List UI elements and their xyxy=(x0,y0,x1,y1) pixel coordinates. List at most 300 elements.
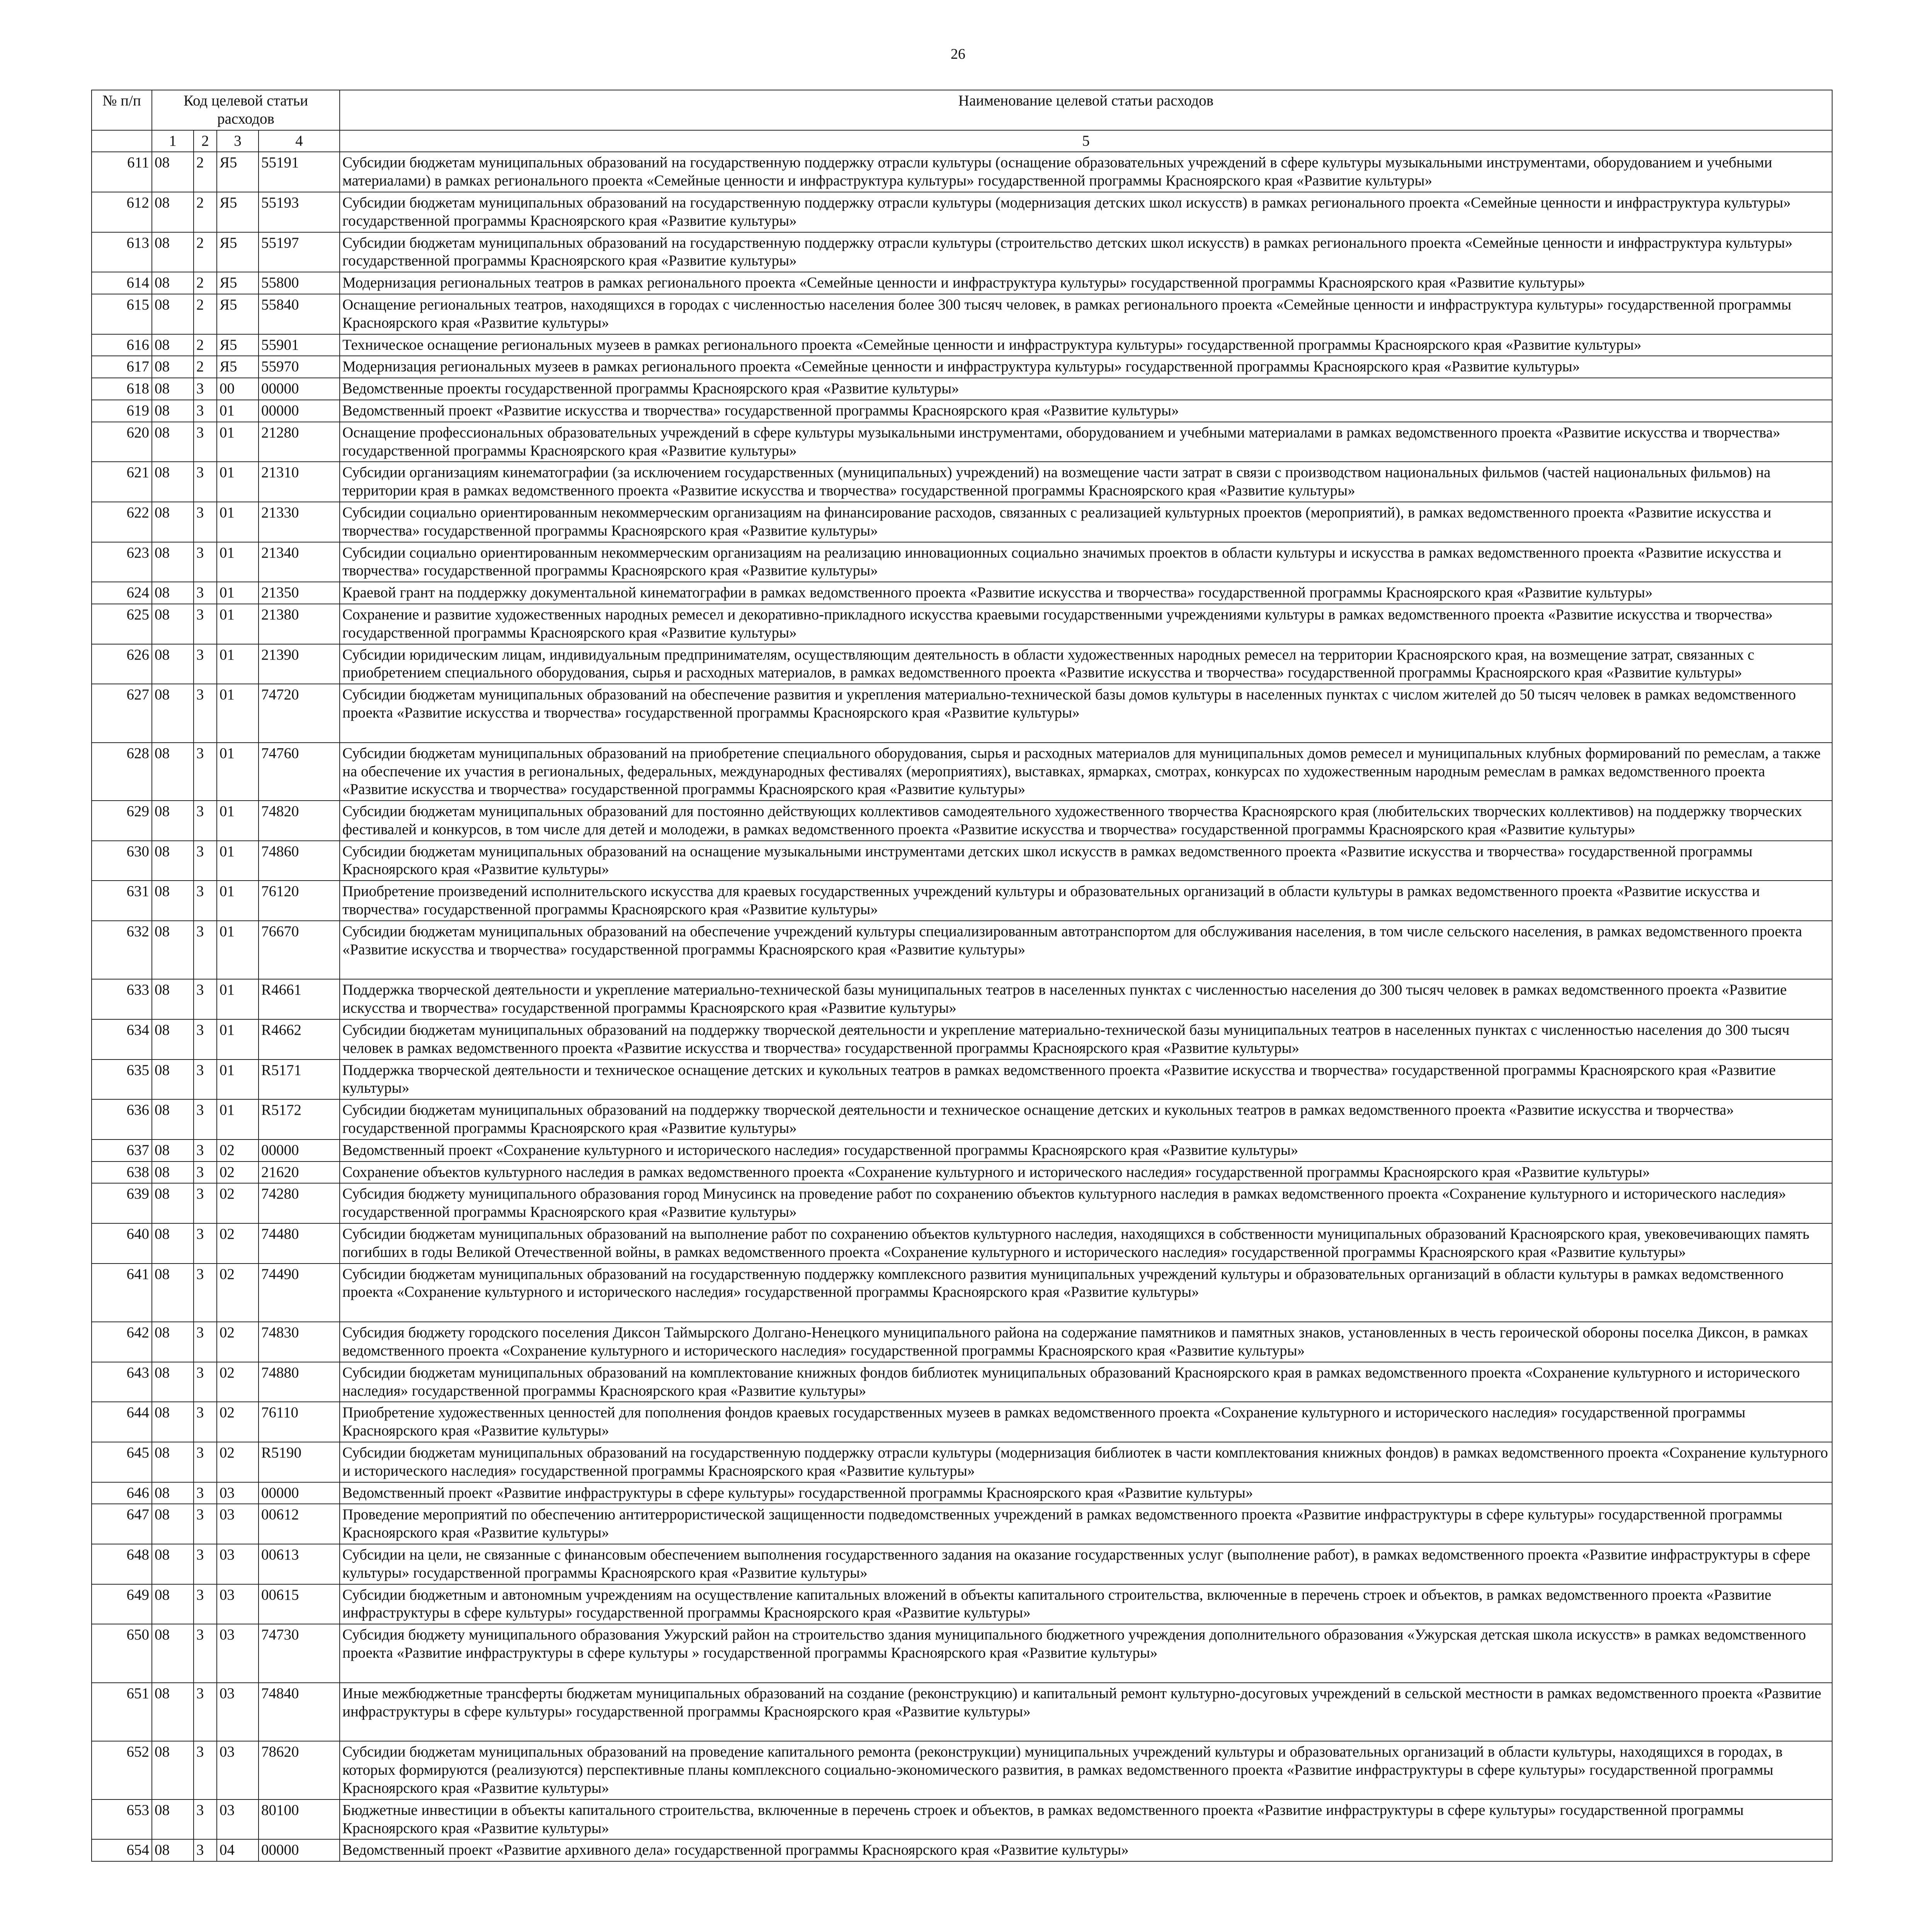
code-part-2: 3 xyxy=(194,1060,217,1100)
row-number: 633 xyxy=(92,979,152,1019)
code-part-2: 3 xyxy=(194,1683,217,1742)
code-part-4: 74820 xyxy=(259,801,340,841)
header-row xyxy=(92,90,1832,130)
code-part-3: 01 xyxy=(217,542,259,582)
row-description: Оснащение региональных театров, находящихся в городах с численностью населения более 300 тысяч человек, в рамках регионального проекта «Семейные ценности и инфраструктура культуры» государственной программы Красноярского края «Развитие культуры» xyxy=(340,294,1832,334)
table-row xyxy=(92,1099,1832,1139)
row-number: 635 xyxy=(92,1060,152,1100)
code-part-2: 2 xyxy=(194,152,217,192)
row-number: 620 xyxy=(92,422,152,462)
code-part-4: 78620 xyxy=(259,1741,340,1799)
row-description: Приобретение произведений исполнительского искусства для краевых государственных учреждений культуры и образовательных организаций в области культуры в рамках ведомственного проекта «Развитие искусства и творчества» государственной программы Красноярского края «Развитие культуры» xyxy=(340,881,1832,921)
row-number: 649 xyxy=(92,1584,152,1624)
row-description: Ведомственные проекты государственной программы Красноярского края «Развитие культуры» xyxy=(340,378,1832,400)
row-number: 640 xyxy=(92,1223,152,1264)
code-part-1: 08 xyxy=(152,422,194,462)
row-description: Субсидии социально ориентированным некоммерческим организациям на реализацию инновационных социально значимых проектов в области культуры и искусства в рамках ведомственного проекта «Развитие искусства и творчества» государственной программы Красноярского края «Развитие культуры» xyxy=(340,542,1832,582)
row-description: Субсидия бюджету городского поселения Диксон Таймырского Долгано-Ненецкого муниципального района на содержание памятников и памятных знаков, установленных в честь героической обороны поселка Диксон, в рамках ведомственного проекта «Сохранение культурного и исторического наследия» государственной программы Красноярского края «Развитие культуры» xyxy=(340,1322,1832,1362)
code-part-3: 02 xyxy=(217,1322,259,1362)
table-row xyxy=(92,1019,1832,1060)
row-number: 652 xyxy=(92,1741,152,1799)
code-part-1: 08 xyxy=(152,921,194,980)
code-part-3: Я5 xyxy=(217,334,259,356)
code-part-1: 08 xyxy=(152,1584,194,1624)
row-description: Ведомственный проект «Сохранение культурного и исторического наследия» государственной программы Красноярского края «Развитие культуры» xyxy=(340,1139,1832,1162)
row-description: Техническое оснащение региональных музеев в рамках регионального проекта «Семейные ценности и инфраструктура культуры» государственной программы Красноярского края «Развитие культуры» xyxy=(340,334,1832,356)
code-part-3: 01 xyxy=(217,921,259,980)
code-part-3: 01 xyxy=(217,743,259,801)
row-description: Субсидии бюджетам муниципальных образований на оснащение музыкальными инструментами детских школ искусств в рамках ведомственного проекта «Развитие искусства и творчества» государственной программы Красноярского края «Развитие культуры» xyxy=(340,841,1832,881)
table-row xyxy=(92,1162,1832,1184)
row-description: Поддержка творческой деятельности и техническое оснащение детских и кукольных театров в рамках ведомственного проекта «Развитие искусства и творчества» государственной программы Красноярского края «Развитие культуры» xyxy=(340,1060,1832,1100)
code-part-3: 01 xyxy=(217,462,259,502)
code-part-1: 08 xyxy=(152,1223,194,1264)
row-description: Субсидии бюджетам муниципальных образований на государственную поддержку отрасли культуры (модернизация библиотек в части комплектования книжных фондов) в рамках ведомственного проекта «Сохранение культурного и исторического наследия» государственной программы Красноярского края «Развитие культуры» xyxy=(340,1442,1832,1482)
code-part-4: 76670 xyxy=(259,921,340,980)
code-part-2: 3 xyxy=(194,1322,217,1362)
table-row xyxy=(92,582,1832,604)
code-part-4: 55901 xyxy=(259,334,340,356)
code-part-1: 08 xyxy=(152,743,194,801)
code-part-3: 02 xyxy=(217,1264,259,1322)
code-part-3: Я5 xyxy=(217,152,259,192)
row-number: 613 xyxy=(92,232,152,272)
row-number: 614 xyxy=(92,272,152,294)
row-number: 638 xyxy=(92,1162,152,1184)
table-row xyxy=(92,1799,1832,1840)
code-part-4: R4662 xyxy=(259,1019,340,1060)
row-number: 632 xyxy=(92,921,152,980)
code-part-2: 3 xyxy=(194,1402,217,1442)
header-code: Код целевой статьи расходов xyxy=(152,90,340,130)
row-description: Субсидии бюджетам муниципальных образований на государственную поддержку отрасли культуры (оснащение образовательных учреждений в сфере культуры музыкальными инструментами, оборудованием и учебными материалами) в рамках регионального проекта «Семейные ценности и инфраструктура культуры» государственной программы Красноярского края «Развитие культуры» xyxy=(340,152,1832,192)
code-part-3: 03 xyxy=(217,1683,259,1742)
table-row xyxy=(92,644,1832,684)
row-description: Субсидии бюджетам муниципальных образований на государственную поддержку комплексного развития муниципальных учреждений культуры и образовательных организаций в области культуры в рамках ведомственного проекта «Сохранение культурного и исторического наследия» государственной программы Красноярского края «Развитие культуры» xyxy=(340,1264,1832,1322)
code-part-2: 3 xyxy=(194,1482,217,1504)
table-row xyxy=(92,1683,1832,1742)
code-part-3: 01 xyxy=(217,841,259,881)
table-row xyxy=(92,1442,1832,1482)
row-number: 622 xyxy=(92,502,152,542)
code-part-3: 02 xyxy=(217,1223,259,1264)
table-row xyxy=(92,1362,1832,1402)
code-part-4: 55800 xyxy=(259,272,340,294)
row-description: Поддержка творческой деятельности и укрепление материально-технической базы муниципальных театров в населенных пунктах с численностью населения до 300 тысяч человек в рамках ведомственного проекта «Развитие искусства и творчества» государственной программы Красноярского края «Развитие культуры» xyxy=(340,979,1832,1019)
code-part-4: 21620 xyxy=(259,1162,340,1184)
row-number: 626 xyxy=(92,644,152,684)
code-part-4: 55197 xyxy=(259,232,340,272)
table-row xyxy=(92,921,1832,980)
budget-table xyxy=(91,90,1833,1862)
row-description: Субсидии бюджетам муниципальных образований на приобретение специального оборудования, сырья и расходных материалов для муниципальных домов ремесел и муниципальных клубных формирований по ремеслам, а также на обеспечение их участия в региональных, федеральных, международных фестивалях (мероприятиях), выставках, ярмарках, смотрах, конкурсах по художественным народным ремеслам в рамках ведомственного проекта «Развитие искусства и творчества» государственной программы Красноярского края «Развитие культуры» xyxy=(340,743,1832,801)
code-part-2: 3 xyxy=(194,1264,217,1322)
row-description: Ведомственный проект «Развитие архивного дела» государственной программы Красноярского края «Развитие культуры» xyxy=(340,1839,1832,1861)
table-row xyxy=(92,422,1832,462)
code-part-4: R5172 xyxy=(259,1099,340,1139)
code-part-2: 3 xyxy=(194,1223,217,1264)
row-number: 627 xyxy=(92,684,152,743)
col-number-2: 2 xyxy=(194,130,217,152)
code-part-4: 74760 xyxy=(259,743,340,801)
code-part-4: 55840 xyxy=(259,294,340,334)
code-part-3: 01 xyxy=(217,582,259,604)
col-number-1: 1 xyxy=(152,130,194,152)
code-part-4: 74860 xyxy=(259,841,340,881)
code-part-2: 2 xyxy=(194,356,217,378)
row-number: 621 xyxy=(92,462,152,502)
code-part-1: 08 xyxy=(152,294,194,334)
table-row xyxy=(92,1223,1832,1264)
row-description: Субсидии бюджетам муниципальных образований на государственную поддержку отрасли культуры (модернизация детских школ искусств) в рамках регионального проекта «Семейные ценности и инфраструктура культуры» государственной программы Красноярского края «Развитие культуры» xyxy=(340,192,1832,232)
row-number: 653 xyxy=(92,1799,152,1840)
code-part-3: 01 xyxy=(217,801,259,841)
code-part-2: 3 xyxy=(194,400,217,422)
code-part-3: 03 xyxy=(217,1624,259,1683)
code-part-1: 08 xyxy=(152,152,194,192)
code-part-4: 74480 xyxy=(259,1223,340,1264)
code-part-2: 2 xyxy=(194,232,217,272)
row-number: 623 xyxy=(92,542,152,582)
code-part-2: 2 xyxy=(194,294,217,334)
code-part-2: 3 xyxy=(194,979,217,1019)
code-part-1: 08 xyxy=(152,1402,194,1442)
code-part-1: 08 xyxy=(152,192,194,232)
code-part-3: 01 xyxy=(217,684,259,743)
code-part-2: 3 xyxy=(194,1741,217,1799)
table-row xyxy=(92,1183,1832,1223)
code-part-3: 00 xyxy=(217,378,259,400)
code-part-4: 00000 xyxy=(259,1482,340,1504)
table-row xyxy=(92,356,1832,378)
code-part-4: 55970 xyxy=(259,356,340,378)
code-part-3: 01 xyxy=(217,979,259,1019)
row-description: Субсидия бюджету муниципального образования город Минусинск на проведение работ по сохранению объектов культурного наследия в рамках ведомственного проекта «Сохранение культурного и исторического наследия» государственной программы Красноярского края «Развитие культуры» xyxy=(340,1183,1832,1223)
row-description: Субсидии юридическим лицам, индивидуальным предпринимателям, осуществляющим деятельность в области художественных народных ремесел на территории Красноярского края, на возмещение затрат, связанных с приобретением специального оборудования, сырья и расходных материалов, в рамках ведомственного проекта «Развитие искусства и творчества» государственной программы Красноярского края «Развитие культуры» xyxy=(340,644,1832,684)
code-part-3: 02 xyxy=(217,1162,259,1184)
row-description: Субсидии бюджетам муниципальных образований на государственную поддержку отрасли культуры (строительство детских школ искусств) в рамках регионального проекта «Семейные ценности и инфраструктура культуры» государственной программы Красноярского края «Развитие культуры» xyxy=(340,232,1832,272)
code-part-2: 3 xyxy=(194,881,217,921)
table-row xyxy=(92,1504,1832,1544)
code-part-2: 3 xyxy=(194,841,217,881)
code-part-1: 08 xyxy=(152,1162,194,1184)
code-part-2: 3 xyxy=(194,502,217,542)
code-part-4: 21390 xyxy=(259,644,340,684)
code-part-3: 01 xyxy=(217,881,259,921)
table-row xyxy=(92,1584,1832,1624)
code-part-4: 74280 xyxy=(259,1183,340,1223)
code-part-2: 3 xyxy=(194,684,217,743)
row-number: 642 xyxy=(92,1322,152,1362)
code-part-2: 3 xyxy=(194,1139,217,1162)
code-part-4: 21350 xyxy=(259,582,340,604)
row-description: Субсидии бюджетам муниципальных образований на проведение капитального ремонта (реконструкции) муниципальных учреждений культуры и образовательных организаций в области культуры, находящихся в городах, в которых формируются (реализуются) перспективные планы комплексного социально-экономического развития, в рамках ведомственного проекта «Развитие инфраструктуры в сфере культуры» государственной программы Красноярского края «Развитие культуры» xyxy=(340,1741,1832,1799)
code-part-3: 01 xyxy=(217,422,259,462)
code-part-1: 08 xyxy=(152,604,194,644)
code-part-2: 3 xyxy=(194,1183,217,1223)
row-description: Субсидии организациям кинематографии (за исключением государственных (муниципальных) учреждений) на возмещение части затрат в связи с производством национальных фильмов (частей национальных фильмов) на территории края в рамках ведомственного проекта «Развитие искусства и творчества» государственной программы Красноярского края «Развитие культуры» xyxy=(340,462,1832,502)
table-row xyxy=(92,1322,1832,1362)
code-part-2: 3 xyxy=(194,1504,217,1544)
code-part-1: 08 xyxy=(152,1019,194,1060)
header-no: № п/п xyxy=(92,90,152,130)
code-part-3: Я5 xyxy=(217,294,259,334)
code-part-1: 08 xyxy=(152,1683,194,1742)
code-part-2: 3 xyxy=(194,1624,217,1683)
code-part-3: 03 xyxy=(217,1584,259,1624)
table-row xyxy=(92,378,1832,400)
code-part-4: 74830 xyxy=(259,1322,340,1362)
code-part-1: 08 xyxy=(152,462,194,502)
code-part-3: 04 xyxy=(217,1839,259,1861)
row-number: 619 xyxy=(92,400,152,422)
table-row xyxy=(92,152,1832,192)
code-part-4: 00615 xyxy=(259,1584,340,1624)
row-description: Субсидии бюджетам муниципальных образований для постоянно действующих коллективов самодеятельного художественного творчества Красноярского края (любительских творческих коллективов) на поддержку творческих фестивалей и конкурсов, в том числе для детей и молодежи, в рамках ведомственного проекта «Развитие искусства и творчества» государственной программы Красноярского края «Развитие культуры» xyxy=(340,801,1832,841)
code-part-1: 08 xyxy=(152,881,194,921)
row-description: Субсидии бюджетам муниципальных образований на поддержку творческой деятельности и укрепление материально-технической базы муниципальных театров в населенных пунктах с численностью населения до 300 тысяч человек в рамках ведомственного проекта «Развитие искусства и творчества» государственной программы Красноярского края «Развитие культуры» xyxy=(340,1019,1832,1060)
code-part-2: 3 xyxy=(194,1799,217,1840)
code-part-2: 2 xyxy=(194,192,217,232)
table-row xyxy=(92,400,1832,422)
row-number: 641 xyxy=(92,1264,152,1322)
code-part-2: 3 xyxy=(194,378,217,400)
code-part-3: 03 xyxy=(217,1544,259,1584)
table-row xyxy=(92,841,1832,881)
code-part-1: 08 xyxy=(152,272,194,294)
table-row xyxy=(92,604,1832,644)
row-number: 630 xyxy=(92,841,152,881)
code-part-2: 3 xyxy=(194,801,217,841)
row-number: 615 xyxy=(92,294,152,334)
row-description: Ведомственный проект «Развитие инфраструктуры в сфере культуры» государственной программы Красноярского края «Развитие культуры» xyxy=(340,1482,1832,1504)
code-part-3: Я5 xyxy=(217,232,259,272)
row-number: 639 xyxy=(92,1183,152,1223)
row-number: 628 xyxy=(92,743,152,801)
code-part-1: 08 xyxy=(152,1624,194,1683)
code-part-4: 74490 xyxy=(259,1264,340,1322)
row-number: 636 xyxy=(92,1099,152,1139)
table-row xyxy=(92,881,1832,921)
table-row xyxy=(92,1624,1832,1683)
code-part-1: 08 xyxy=(152,232,194,272)
code-part-3: 03 xyxy=(217,1799,259,1840)
code-part-4: 21280 xyxy=(259,422,340,462)
row-description: Субсидии бюджетам муниципальных образований на поддержку творческой деятельности и техническое оснащение детских и кукольных театров в рамках ведомственного проекта «Развитие искусства и творчества» государственной программы Красноярского края «Развитие культуры» xyxy=(340,1099,1832,1139)
code-part-4: 00000 xyxy=(259,378,340,400)
code-part-4: 55193 xyxy=(259,192,340,232)
code-part-2: 3 xyxy=(194,1362,217,1402)
code-part-1: 08 xyxy=(152,1264,194,1322)
code-part-4: 00613 xyxy=(259,1544,340,1584)
code-part-3: 02 xyxy=(217,1442,259,1482)
row-number: 643 xyxy=(92,1362,152,1402)
table-row xyxy=(92,294,1832,334)
table-row xyxy=(92,1839,1832,1861)
code-part-1: 08 xyxy=(152,1741,194,1799)
code-part-3: Я5 xyxy=(217,192,259,232)
code-part-2: 3 xyxy=(194,644,217,684)
code-part-3: 03 xyxy=(217,1504,259,1544)
table-row xyxy=(92,192,1832,232)
code-part-1: 08 xyxy=(152,1482,194,1504)
header-name: Наименование целевой статьи расходов xyxy=(340,90,1832,130)
code-part-3: 01 xyxy=(217,1060,259,1100)
column-number-row xyxy=(92,130,1832,152)
table-row xyxy=(92,1741,1832,1799)
code-part-4: 21340 xyxy=(259,542,340,582)
table-row xyxy=(92,1060,1832,1100)
code-part-4: 80100 xyxy=(259,1799,340,1840)
code-part-1: 08 xyxy=(152,378,194,400)
code-part-1: 08 xyxy=(152,979,194,1019)
row-number: 637 xyxy=(92,1139,152,1162)
code-part-1: 08 xyxy=(152,400,194,422)
table-row xyxy=(92,1544,1832,1584)
row-number: 617 xyxy=(92,356,152,378)
code-part-3: Я5 xyxy=(217,272,259,294)
code-part-3: 01 xyxy=(217,1099,259,1139)
code-part-1: 08 xyxy=(152,356,194,378)
row-description: Субсидии на цели, не связанные с финансовым обеспечением выполнения государственного задания на оказание государственных услуг (выполнение работ), в рамках ведомственного проекта «Развитие инфраструктуры в сфере культуры» государственной программы Красноярского края «Развитие культуры» xyxy=(340,1544,1832,1584)
page-number: 26 xyxy=(951,46,965,62)
row-number: 646 xyxy=(92,1482,152,1504)
row-description: Приобретение художественных ценностей для пополнения фондов краевых государственных музеев в рамках ведомственного проекта «Сохранение культурного и исторического наследия» государственной программы Красноярского края «Развитие культуры» xyxy=(340,1402,1832,1442)
code-part-2: 3 xyxy=(194,921,217,980)
code-part-1: 08 xyxy=(152,502,194,542)
row-number: 624 xyxy=(92,582,152,604)
row-description: Модернизация региональных театров в рамках регионального проекта «Семейные ценности и инфраструктура культуры» государственной программы Красноярского края «Развитие культуры» xyxy=(340,272,1832,294)
row-number: 634 xyxy=(92,1019,152,1060)
code-part-1: 08 xyxy=(152,841,194,881)
code-part-2: 3 xyxy=(194,1544,217,1584)
code-part-3: 02 xyxy=(217,1139,259,1162)
code-part-3: 02 xyxy=(217,1362,259,1402)
code-part-4: 21330 xyxy=(259,502,340,542)
code-part-2: 3 xyxy=(194,1584,217,1624)
code-part-2: 3 xyxy=(194,604,217,644)
code-part-2: 3 xyxy=(194,542,217,582)
code-part-1: 08 xyxy=(152,1139,194,1162)
code-part-4: R5190 xyxy=(259,1442,340,1482)
code-part-2: 2 xyxy=(194,334,217,356)
code-part-2: 3 xyxy=(194,1099,217,1139)
row-number: 647 xyxy=(92,1504,152,1544)
table-row xyxy=(92,462,1832,502)
table-row xyxy=(92,334,1832,356)
code-part-2: 3 xyxy=(194,1162,217,1184)
code-part-2: 3 xyxy=(194,1019,217,1060)
code-part-4: 21310 xyxy=(259,462,340,502)
code-part-2: 3 xyxy=(194,582,217,604)
code-part-1: 08 xyxy=(152,1504,194,1544)
code-part-4: R4661 xyxy=(259,979,340,1019)
code-part-3: 01 xyxy=(217,502,259,542)
code-part-4: 74720 xyxy=(259,684,340,743)
row-description: Сохранение и развитие художественных народных ремесел и декоративно-прикладного искусства краевыми государственными учреждениями культуры в рамках ведомственного проекта «Развитие искусства и творчества» государственной программы Красноярского края «Развитие культуры» xyxy=(340,604,1832,644)
code-part-2: 3 xyxy=(194,1442,217,1482)
code-part-4: 00000 xyxy=(259,1839,340,1861)
code-part-3: 03 xyxy=(217,1741,259,1799)
col-number-5: 5 xyxy=(340,130,1832,152)
table-row xyxy=(92,1402,1832,1442)
row-description: Краевой грант на поддержку документальной кинематографии в рамках ведомственного проекта «Развитие искусства и творчества» государственной программы Красноярского края «Развитие культуры» xyxy=(340,582,1832,604)
table-row xyxy=(92,232,1832,272)
row-number: 648 xyxy=(92,1544,152,1584)
code-part-3: 01 xyxy=(217,1019,259,1060)
code-part-4: 55191 xyxy=(259,152,340,192)
table-row xyxy=(92,542,1832,582)
code-part-1: 08 xyxy=(152,582,194,604)
code-part-3: 01 xyxy=(217,604,259,644)
code-part-3: 03 xyxy=(217,1482,259,1504)
col-number-4: 4 xyxy=(259,130,340,152)
row-description: Субсидии бюджетам муниципальных образований на выполнение работ по сохранению объектов культурного наследия, находящихся в собственности муниципальных образований Красноярского края, увековечивающих память погибших в годы Великой Отечественной войны, в рамках ведомственного проекта «Сохранение культурного и исторического наследия» государственной программы Красноярского края «Развитие культуры» xyxy=(340,1223,1832,1264)
row-number: 616 xyxy=(92,334,152,356)
code-part-4: 76120 xyxy=(259,881,340,921)
code-part-1: 08 xyxy=(152,1322,194,1362)
table-row xyxy=(92,502,1832,542)
row-number: 644 xyxy=(92,1402,152,1442)
code-part-1: 08 xyxy=(152,1544,194,1584)
code-part-4: 00000 xyxy=(259,1139,340,1162)
table-body xyxy=(92,152,1832,1861)
row-number: 631 xyxy=(92,881,152,921)
col-number-3: 3 xyxy=(217,130,259,152)
code-part-1: 08 xyxy=(152,1839,194,1861)
row-description: Субсидии бюджетам муниципальных образований на комплектование книжных фондов библиотек муниципальных образований Красноярского края в рамках ведомственного проекта «Сохранение культурного и исторического наследия» государственной программы Красноярского края «Развитие культуры» xyxy=(340,1362,1832,1402)
code-part-1: 08 xyxy=(152,1060,194,1100)
code-part-3: 02 xyxy=(217,1402,259,1442)
row-description: Субсидии бюджетам муниципальных образований на обеспечение развития и укрепления материально-технической базы домов культуры в населенных пунктах с числом жителей до 50 тысяч человек в рамках ведомственного проекта «Развитие искусства и творчества» государственной программы Красноярского края «Развитие культуры» xyxy=(340,684,1832,743)
code-part-4: 00000 xyxy=(259,400,340,422)
code-part-1: 08 xyxy=(152,1099,194,1139)
table-row xyxy=(92,743,1832,801)
code-part-1: 08 xyxy=(152,1799,194,1840)
row-number: 645 xyxy=(92,1442,152,1482)
row-number: 629 xyxy=(92,801,152,841)
code-part-2: 2 xyxy=(194,272,217,294)
table-row xyxy=(92,684,1832,743)
code-part-4: 21380 xyxy=(259,604,340,644)
row-description: Проведение мероприятий по обеспечению антитеррористической защищенности подведомственных учреждений в рамках ведомственного проекта «Развитие инфраструктуры в сфере культуры» государственной программы Красноярского края «Развитие культуры» xyxy=(340,1504,1832,1544)
code-part-2: 3 xyxy=(194,422,217,462)
code-part-1: 08 xyxy=(152,542,194,582)
code-part-4: 74840 xyxy=(259,1683,340,1742)
code-part-3: Я5 xyxy=(217,356,259,378)
row-description: Бюджетные инвестиции в объекты капитального строительства, включенные в перечень строек и объектов, в рамках ведомственного проекта «Развитие инфраструктуры в сфере культуры» государственной программы Красноярского края «Развитие культуры» xyxy=(340,1799,1832,1840)
row-number: 654 xyxy=(92,1839,152,1861)
row-description: Субсидии социально ориентированным некоммерческим организациям на финансирование расходов, связанных с реализацией культурных проектов (мероприятий), в рамках ведомственного проекта «Развитие искусства и творчества» государственной программы Красноярского края «Развитие культуры» xyxy=(340,502,1832,542)
row-number: 651 xyxy=(92,1683,152,1742)
row-description: Оснащение профессиональных образовательных учреждений в сфере культуры музыкальными инструментами, оборудованием и учебными материалами в рамках ведомственного проекта «Развитие искусства и творчества» государственной программы Красноярского края «Развитие культуры» xyxy=(340,422,1832,462)
code-part-3: 01 xyxy=(217,400,259,422)
row-number: 612 xyxy=(92,192,152,232)
code-part-3: 01 xyxy=(217,644,259,684)
table-row xyxy=(92,272,1832,294)
code-part-1: 08 xyxy=(152,1362,194,1402)
row-description: Иные межбюджетные трансферты бюджетам муниципальных образований на создание (реконструкцию) и капитальный ремонт культурно-досуговых учреждений в сельской местности в рамках ведомственного проекта «Развитие инфраструктуры в сфере культуры» государственной программы Красноярского края «Развитие культуры» xyxy=(340,1683,1832,1742)
row-description: Ведомственный проект «Развитие искусства и творчества» государственной программы Красноярского края «Развитие культуры» xyxy=(340,400,1832,422)
table-row xyxy=(92,1264,1832,1322)
code-part-4: 76110 xyxy=(259,1402,340,1442)
table-row xyxy=(92,1139,1832,1162)
table-row xyxy=(92,1482,1832,1504)
row-description: Модернизация региональных музеев в рамках регионального проекта «Семейные ценности и инфраструктура культуры» государственной программы Красноярского края «Развитие культуры» xyxy=(340,356,1832,378)
code-part-2: 3 xyxy=(194,462,217,502)
code-part-1: 08 xyxy=(152,1442,194,1482)
row-description: Субсидии бюджетным и автономным учреждениям на осуществление капитальных вложений в объекты капитального строительства, включенные в перечень строек и объектов, в рамках ведомственного проекта «Развитие инфраструктуры в сфере культуры» государственной программы Красноярского края «Развитие культуры» xyxy=(340,1584,1832,1624)
